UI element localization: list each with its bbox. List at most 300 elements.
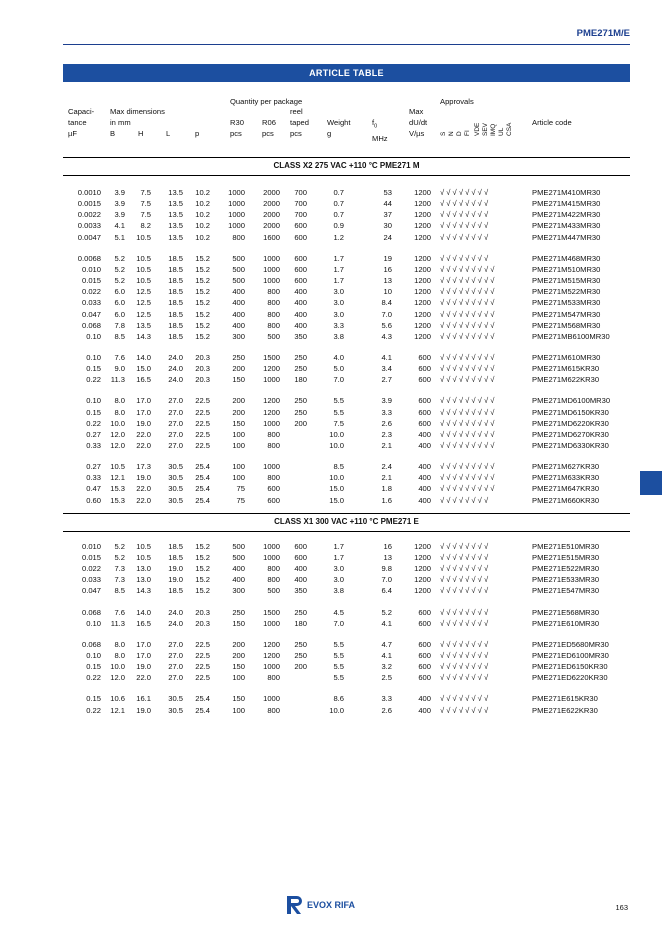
approval-s: S	[440, 131, 447, 136]
approval-marks-cell: √ √ √ √ √ √ √ √ √	[440, 320, 495, 330]
approval-marks-cell: √ √ √ √ √ √ √ √	[440, 232, 489, 242]
qty-r06-cell: 1000	[263, 618, 280, 628]
frequency-cell: 8.4	[381, 298, 392, 308]
dudt-cell: 1200	[414, 320, 431, 330]
weight-cell: 10.0	[329, 429, 344, 439]
dudt-cell: 400	[418, 473, 431, 483]
dim-p-cell: 15.2	[195, 253, 210, 263]
dim-b-cell: 12.0	[110, 429, 125, 439]
qty-reel-cell: 600	[294, 232, 307, 242]
qty-r30-cell: 150	[232, 418, 245, 428]
weight-cell: 10.0	[329, 705, 344, 715]
weight-cell: 5.5	[333, 396, 344, 406]
qty-r30-cell: 250	[232, 607, 245, 617]
product-code: PME271M/E	[576, 28, 630, 39]
article-code-cell: PME271M510MR30	[532, 264, 601, 274]
article-code-cell: PME271MD6100MR30	[532, 396, 611, 406]
table-row	[0, 418, 662, 429]
dim-p-cell: 10.2	[195, 221, 210, 231]
frequency-cell: 10	[383, 287, 392, 297]
qty-r30-cell: 200	[232, 639, 245, 649]
weight-cell: 7.0	[333, 618, 344, 628]
approval-marks-cell: √ √ √ √ √ √ √ √	[440, 552, 489, 562]
dim-l-cell: 30.5	[168, 694, 183, 704]
dim-b-cell: 15.3	[110, 495, 125, 505]
qty-r06-cell: 2000	[263, 188, 280, 197]
dim-h-cell: 17.3	[136, 462, 151, 472]
dudt-cell: 400	[418, 441, 431, 450]
dim-h-cell: 13.5	[136, 320, 151, 330]
qty-reel-cell: 350	[294, 586, 307, 596]
dim-p-cell: 25.4	[195, 694, 210, 704]
qty-reel-cell: 350	[294, 331, 307, 341]
dim-l-cell: 24.0	[168, 364, 183, 374]
qty-reel-cell: 400	[294, 287, 307, 297]
approval-imq: IMQ	[490, 123, 497, 136]
dudt-cell: 400	[418, 484, 431, 494]
article-code-cell: PME271M468MR30	[532, 253, 601, 263]
table-row	[0, 563, 662, 574]
dudt-cell: 600	[418, 618, 431, 628]
page-number: 163	[615, 903, 628, 912]
weight-cell: 4.0	[333, 352, 344, 362]
dim-l-cell: 27.0	[168, 662, 183, 672]
dim-b-cell: 15.3	[110, 484, 125, 494]
frequency-cell: 3.3	[381, 694, 392, 704]
approval-marks-cell: √ √ √ √ √ √ √ √ √	[440, 276, 495, 286]
dim-h-cell: 14.3	[136, 586, 151, 596]
dim-l-cell: 13.5	[168, 210, 183, 220]
dudt-cell: 600	[418, 662, 431, 672]
article-code-cell: PME271M615KR30	[532, 364, 600, 374]
dim-h-cell: 16.1	[136, 694, 151, 704]
qty-reel-cell: 200	[294, 662, 307, 672]
weight-cell: 5.0	[333, 364, 344, 374]
approval-marks-cell: √ √ √ √ √ √ √ √ √	[440, 407, 495, 417]
dim-b-cell: 8.5	[114, 586, 125, 596]
dim-p-cell: 22.5	[195, 429, 210, 439]
approval-ul: UL	[498, 127, 505, 136]
dim-l-cell: 27.0	[168, 639, 183, 649]
article-code-cell: PME271M433MR30	[532, 221, 601, 231]
table-row	[0, 220, 662, 231]
frequency-cell: 2.3	[381, 429, 392, 439]
dudt-cell: 600	[418, 352, 431, 362]
qty-r06-cell: 1000	[263, 552, 280, 562]
capacitance-cell: 0.0033	[77, 221, 101, 231]
approval-marks-cell: √ √ √ √ √ √ √ √	[440, 673, 489, 683]
dim-h-cell: 22.0	[136, 441, 151, 450]
capacitance-cell: 0.015	[81, 276, 101, 286]
qty-reel-cell: 700	[294, 199, 307, 209]
dim-p-cell: 25.4	[195, 462, 210, 472]
dim-b-cell: 11.3	[110, 375, 125, 385]
dudt-cell: 400	[418, 705, 431, 715]
table-row	[0, 286, 662, 297]
qty-r30-cell: 75	[236, 484, 245, 494]
approval-marks-cell: √ √ √ √ √ √ √ √ √	[440, 429, 495, 439]
dim-p-cell: 22.5	[195, 639, 210, 649]
frequency-cell: 2.1	[381, 441, 392, 450]
weight-cell: 3.0	[333, 287, 344, 297]
dim-h-cell: 16.5	[136, 618, 151, 628]
dim-l-header: L	[166, 129, 171, 138]
dim-h-cell: 22.0	[136, 495, 151, 505]
capacitance-cell: 0.047	[81, 586, 101, 596]
qty-r06-cell: 800	[267, 705, 280, 715]
dim-p-cell: 22.5	[195, 673, 210, 683]
dim-b-cell: 8.5	[114, 331, 125, 341]
weight-cell: 3.0	[333, 564, 344, 574]
article-code-cell: PME271M533MR30	[532, 298, 601, 308]
table-row	[0, 309, 662, 320]
dim-l-cell: 18.5	[168, 586, 183, 596]
capacitance-cell: 0.15	[86, 364, 101, 374]
dim-p-cell: 25.4	[195, 484, 210, 494]
approvals-title: Approvals	[440, 97, 474, 106]
dim-l-cell: 18.5	[168, 331, 183, 341]
qty-r30-cell: 200	[232, 396, 245, 406]
weight-cell: 10.0	[329, 473, 344, 483]
dim-l-cell: 24.0	[168, 352, 183, 362]
approval-marks-cell: √ √ √ √ √ √ √ √ √	[440, 396, 495, 406]
dim-b-cell: 5.2	[114, 253, 125, 263]
dim-p-cell: 10.2	[195, 232, 210, 242]
approval-marks-cell: √ √ √ √ √ √ √ √ √	[440, 264, 495, 274]
approval-marks-cell: √ √ √ √ √ √ √ √ √	[440, 287, 495, 297]
dim-b-cell: 7.3	[114, 564, 125, 574]
approval-n: N	[448, 131, 455, 136]
approval-marks-cell: √ √ √ √ √ √ √ √ √	[440, 375, 495, 385]
dim-b-cell: 3.9	[114, 210, 125, 220]
frequency-cell: 2.4	[381, 462, 392, 472]
qty-reel-cell: 180	[294, 618, 307, 628]
qty-reel-cell: 600	[294, 221, 307, 231]
qty-r30-cell: 200	[232, 650, 245, 660]
qty-r30-cell: 400	[232, 309, 245, 319]
dim-l-cell: 18.5	[168, 253, 183, 263]
capacitance-cell: 0.022	[81, 287, 101, 297]
dim-h-cell: 17.0	[136, 650, 151, 660]
capacitance-cell: 0.33	[86, 441, 101, 450]
capacitance-cell: 0.27	[86, 429, 101, 439]
capacitance-cell: 0.068	[81, 639, 101, 649]
dim-p-cell: 25.4	[195, 705, 210, 715]
dim-b-cell: 4.1	[114, 221, 125, 231]
dim-l-cell: 27.0	[168, 650, 183, 660]
section-rule	[63, 531, 630, 532]
dudt-cell: 600	[418, 418, 431, 428]
table-row	[0, 440, 662, 451]
qty-r30-cell: 500	[232, 253, 245, 263]
weight-cell: 5.5	[333, 639, 344, 649]
capacitance-cell: 0.068	[81, 607, 101, 617]
class-title: CLASS X2 275 VAC +110 °C PME271 M	[273, 161, 420, 170]
dim-h-cell: 13.0	[136, 575, 151, 585]
dim-l-cell: 19.0	[168, 575, 183, 585]
weight-cell: 1.7	[333, 264, 344, 274]
weight-cell: 3.0	[333, 309, 344, 319]
approval-marks-cell: √ √ √ √ √ √ √ √ √	[440, 364, 495, 374]
capacitance-cell: 0.033	[81, 575, 101, 585]
qty-reel-cell: 600	[294, 253, 307, 263]
dim-l-cell: 30.5	[168, 705, 183, 715]
frequency-cell: 2.6	[381, 705, 392, 715]
dim-h-cell: 22.0	[136, 673, 151, 683]
dim-h-cell: 7.5	[140, 210, 151, 220]
dim-b-cell: 10.6	[110, 694, 125, 704]
qty-r06-cell: 800	[267, 441, 280, 450]
article-code-cell: PME271M660KR30	[532, 495, 600, 505]
article-code-cell: PME271M627KR30	[532, 462, 600, 472]
qty-reel-cell: 250	[294, 407, 307, 417]
table-row	[0, 618, 662, 629]
qty-r06-cell: 800	[267, 673, 280, 683]
article-code-cell: PME271ED6150KR30	[532, 662, 608, 672]
approval-marks-cell: √ √ √ √ √ √ √ √	[440, 221, 489, 231]
dim-l-cell: 18.5	[168, 264, 183, 274]
dim-p-cell: 15.2	[195, 309, 210, 319]
dim-p-cell: 22.5	[195, 418, 210, 428]
weight-cell: 15.0	[329, 495, 344, 505]
weight-cell: 5.5	[333, 662, 344, 672]
capacitance-cell: 0.0022	[77, 210, 101, 220]
frequency-cell: 13	[383, 276, 392, 286]
table-row	[0, 552, 662, 563]
dim-h-cell: 12.5	[136, 298, 151, 308]
reel-header: reel taped pcs	[290, 107, 310, 138]
dimensions-title: Max dimensions in mm	[110, 107, 165, 127]
approval-marks-cell: √ √ √ √ √ √ √ √	[440, 662, 489, 672]
weight-cell: 1.7	[333, 552, 344, 562]
qty-r30-cell: 75	[236, 495, 245, 505]
capacitance-cell: 0.22	[86, 705, 101, 715]
qty-r30-cell: 500	[232, 264, 245, 274]
dim-p-cell: 15.2	[195, 320, 210, 330]
dim-p-cell: 15.2	[195, 264, 210, 274]
qty-r06-cell: 800	[267, 564, 280, 574]
dim-b-cell: 12.0	[110, 673, 125, 683]
qty-r30-cell: 100	[232, 705, 245, 715]
approval-marks-cell: √ √ √ √ √ √ √ √	[440, 210, 489, 220]
dim-h-cell: 10.5	[136, 541, 151, 551]
weight-cell: 5.5	[333, 673, 344, 683]
approval-sev: SEV	[482, 122, 489, 136]
table-row	[0, 693, 662, 704]
qty-r30-cell: 1000	[228, 188, 245, 197]
qty-r06-cell: 500	[267, 586, 280, 596]
approval-marks-cell: √ √ √ √ √ √ √ √	[440, 650, 489, 660]
approval-d: D	[456, 131, 463, 136]
weight-cell: 3.0	[333, 575, 344, 585]
qty-reel-cell: 400	[294, 320, 307, 330]
dudt-cell: 600	[418, 396, 431, 406]
qty-r30-cell: 400	[232, 298, 245, 308]
dim-p-cell: 15.2	[195, 298, 210, 308]
table-row	[0, 363, 662, 374]
dim-b-cell: 8.0	[114, 650, 125, 660]
dim-p-cell: 15.2	[195, 541, 210, 551]
dudt-cell: 1200	[414, 298, 431, 308]
qty-reel-cell: 400	[294, 298, 307, 308]
frequency-cell: 13	[383, 552, 392, 562]
dim-l-cell: 18.5	[168, 287, 183, 297]
weight-cell: 5.5	[333, 650, 344, 660]
table-row	[0, 461, 662, 472]
dim-p-cell: 22.5	[195, 650, 210, 660]
dim-b-cell: 12.1	[110, 473, 125, 483]
capacitance-cell: 0.022	[81, 564, 101, 574]
dudt-cell: 600	[418, 407, 431, 417]
qty-r06-cell: 800	[267, 320, 280, 330]
dim-l-cell: 27.0	[168, 407, 183, 417]
qty-r06-cell: 1200	[263, 650, 280, 660]
dim-h-cell: 8.2	[140, 221, 151, 231]
capacitance-cell: 0.22	[86, 375, 101, 385]
dim-h-cell: 14.0	[136, 607, 151, 617]
dudt-cell: 1200	[414, 541, 431, 551]
frequency-cell: 16	[383, 541, 392, 551]
capacitance-cell: 0.10	[86, 352, 101, 362]
qty-r30-cell: 400	[232, 564, 245, 574]
dim-p-cell: 22.5	[195, 396, 210, 406]
dudt-cell: 1200	[414, 210, 431, 220]
qty-reel-cell: 250	[294, 396, 307, 406]
frequency-cell: 3.9	[381, 396, 392, 406]
qty-r30-cell: 100	[232, 429, 245, 439]
approval-fi: FI	[464, 130, 471, 136]
qty-r30-cell: 1000	[228, 210, 245, 220]
frequency-cell: 4.7	[381, 639, 392, 649]
approval-marks-cell: √ √ √ √ √ √ √ √ √	[440, 441, 495, 450]
table-row	[0, 483, 662, 494]
dim-h-cell: 10.5	[136, 253, 151, 263]
dim-p-cell: 15.2	[195, 552, 210, 562]
table-row	[0, 574, 662, 585]
dudt-cell: 600	[418, 639, 431, 649]
weight-cell: 15.0	[329, 484, 344, 494]
weight-cell: 1.7	[333, 253, 344, 263]
article-code-cell: PME271MD6270KR30	[532, 429, 609, 439]
approval-marks-cell: √ √ √ √ √ √ √ √	[440, 564, 489, 574]
capacitance-cell: 0.10	[86, 650, 101, 660]
qty-r06-cell: 1000	[263, 276, 280, 286]
dim-p-cell: 15.2	[195, 276, 210, 286]
qty-r30-cell: 100	[232, 441, 245, 450]
weight-cell: 4.5	[333, 607, 344, 617]
dim-p-header: p	[195, 129, 200, 138]
evox-rifa-logo	[287, 896, 355, 914]
dudt-cell: 400	[418, 694, 431, 704]
dim-b-cell: 7.8	[114, 320, 125, 330]
dim-b-cell: 5.1	[114, 232, 125, 242]
weight-cell: 7.0	[333, 375, 344, 385]
qty-r30-cell: 150	[232, 694, 245, 704]
qty-reel-cell: 250	[294, 352, 307, 362]
dim-l-cell: 18.5	[168, 298, 183, 308]
weight-cell: 3.3	[333, 320, 344, 330]
weight-cell: 5.5	[333, 407, 344, 417]
dudt-cell: 1200	[414, 188, 431, 197]
table-row	[0, 495, 662, 506]
dim-p-cell: 15.2	[195, 586, 210, 596]
table-row	[0, 541, 662, 552]
dim-h-cell: 19.0	[136, 418, 151, 428]
qty-reel-cell: 700	[294, 188, 307, 197]
dim-b-cell: 10.5	[110, 462, 125, 472]
frequency-cell: 7.0	[381, 309, 392, 319]
dim-p-cell: 20.3	[195, 352, 210, 362]
dim-h-cell: 17.0	[136, 639, 151, 649]
table-row	[0, 352, 662, 363]
frequency-cell: 1.8	[381, 484, 392, 494]
dim-l-cell: 13.5	[168, 232, 183, 242]
qty-r30-cell: 300	[232, 331, 245, 341]
weight-cell: 3.8	[333, 331, 344, 341]
article-code-cell: PME271M547MR30	[532, 309, 601, 319]
qty-r30-cell: 250	[232, 352, 245, 362]
dudt-cell: 1200	[414, 276, 431, 286]
table-row	[0, 639, 662, 650]
table-row	[0, 209, 662, 220]
qty-r06-cell: 1500	[263, 352, 280, 362]
capacitance-cell: 0.60	[86, 495, 101, 505]
weight-cell: 3.8	[333, 586, 344, 596]
qty-r06-cell: 1500	[263, 607, 280, 617]
table-row	[0, 331, 662, 342]
dim-h-cell: 10.5	[136, 264, 151, 274]
dim-b-cell: 10.0	[110, 418, 125, 428]
article-code-cell: PME271ED6100MR30	[532, 650, 609, 660]
capacitance-cell: 0.0047	[77, 232, 101, 242]
capacitance-cell: 0.0068	[77, 253, 101, 263]
qty-r30-cell: 500	[232, 541, 245, 551]
frequency-cell: 53	[383, 188, 392, 197]
dim-p-cell: 25.4	[195, 495, 210, 505]
capacitance-cell: 0.33	[86, 473, 101, 483]
frequency-cell: 4.1	[381, 352, 392, 362]
dim-b-cell: 10.0	[110, 662, 125, 672]
table-row	[0, 187, 662, 198]
frequency-cell: 7.0	[381, 575, 392, 585]
approval-csa: CSA	[506, 122, 513, 136]
qty-r30-cell: 400	[232, 287, 245, 297]
capacitance-cell: 0.033	[81, 298, 101, 308]
section-rule	[63, 513, 630, 514]
frequency-cell: 3.3	[381, 407, 392, 417]
dim-b-cell: 6.0	[114, 287, 125, 297]
dudt-cell: 600	[418, 650, 431, 660]
article-code-header: Article code	[532, 118, 572, 127]
weight-cell: 0.9	[333, 221, 344, 231]
dim-b-cell: 3.9	[114, 188, 125, 197]
approval-marks-cell: √ √ √ √ √ √ √ √	[440, 495, 489, 505]
qty-r06-cell: 1000	[263, 541, 280, 551]
table-row	[0, 407, 662, 418]
qty-r30-cell: 300	[232, 586, 245, 596]
capacitance-cell: 0.010	[81, 264, 101, 274]
qty-r30-cell: 100	[232, 462, 245, 472]
qty-reel-cell: 250	[294, 639, 307, 649]
dim-p-cell: 25.4	[195, 473, 210, 483]
qty-r30-cell: 200	[232, 407, 245, 417]
article-code-cell: PME271E533MR30	[532, 575, 600, 585]
qty-r06-cell: 800	[267, 575, 280, 585]
qty-r06-cell: 800	[267, 309, 280, 319]
qty-reel-cell: 180	[294, 375, 307, 385]
dudt-cell: 600	[418, 364, 431, 374]
dim-l-cell: 13.5	[168, 221, 183, 231]
